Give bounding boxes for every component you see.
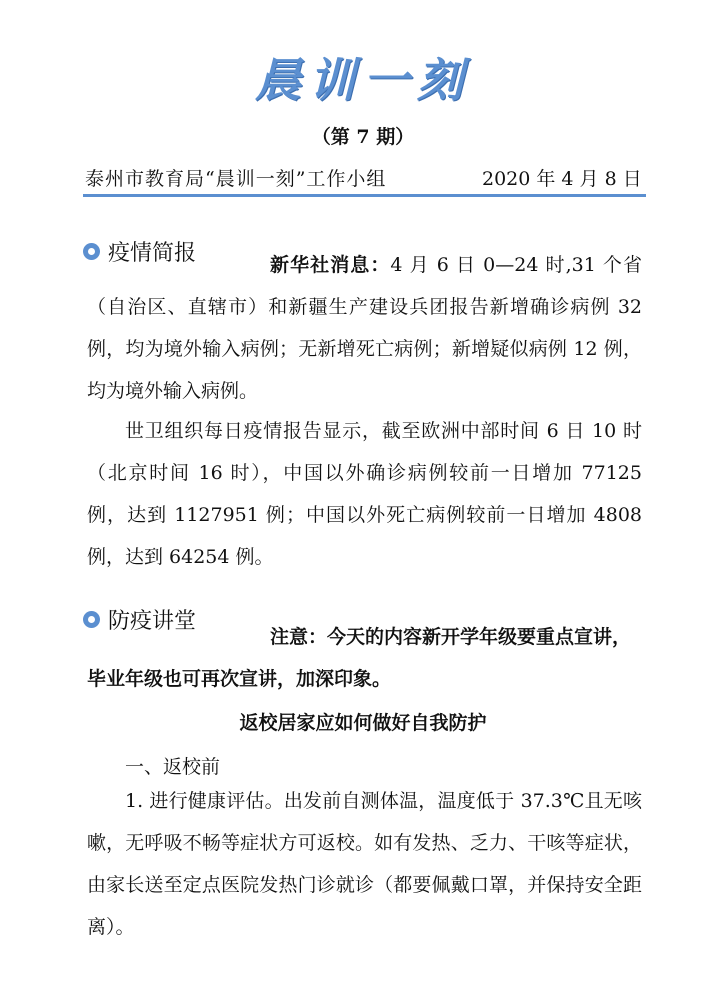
news-source-lead: 新华社消息：: [270, 254, 391, 276]
briefing-paragraph-2: [87, 410, 642, 578]
item-heading: 一、返校前: [125, 756, 221, 778]
item-paragraph-1: 1. 进行健康评估。出发前自测体温，温度低于 37.3℃且无咳嗽，无呼吸不畅等症状方可返校。如有发热、乏力、干咳等症状，由家长送至定点医院发热门诊就诊（都要佩戴口罩，并保持安全距离）。: [87, 790, 642, 938]
briefing-paragraph-1: [87, 244, 642, 412]
section-heading-label: 防疫讲堂: [108, 609, 197, 634]
briefing-text-1: 4 月 6 日 0—24 时,31 个省（自治区、直辖市）和新疆生产建设兵团报告新增确诊病例 32 例，均为境外输入病例；无新增死亡病例；新增疑似病例 12 例，均为境外输入病例。: [87, 254, 642, 402]
publish-date: 2020 年 4 月 8 日: [482, 168, 642, 190]
issue-number: （第 7 期）: [311, 126, 415, 148]
briefing-text-2: 世卫组织每日疫情报告显示，截至欧洲中部时间 6 日 10 时（北京时间 16 时），中国以外确诊病例较前一日增加 77125 例，达到 1127951 例；中国以外死亡病例较前一日增加 4808 例，达到 64254 例。: [87, 420, 642, 568]
section-heading-label: 疫情简报: [108, 241, 197, 266]
header-divider: [83, 194, 646, 197]
article-subtitle: 返校居家应如何做好自我防护: [239, 712, 487, 734]
notice-paragraph: 注意：今天的内容新开学年级要重点宣讲，毕业年级也可再次宣讲，加深印象。: [87, 626, 632, 690]
publisher-byline: 泰州市教育局“晨训一刻”工作小组: [85, 168, 387, 190]
newsletter-title: 晨训一刻: [255, 53, 471, 107]
